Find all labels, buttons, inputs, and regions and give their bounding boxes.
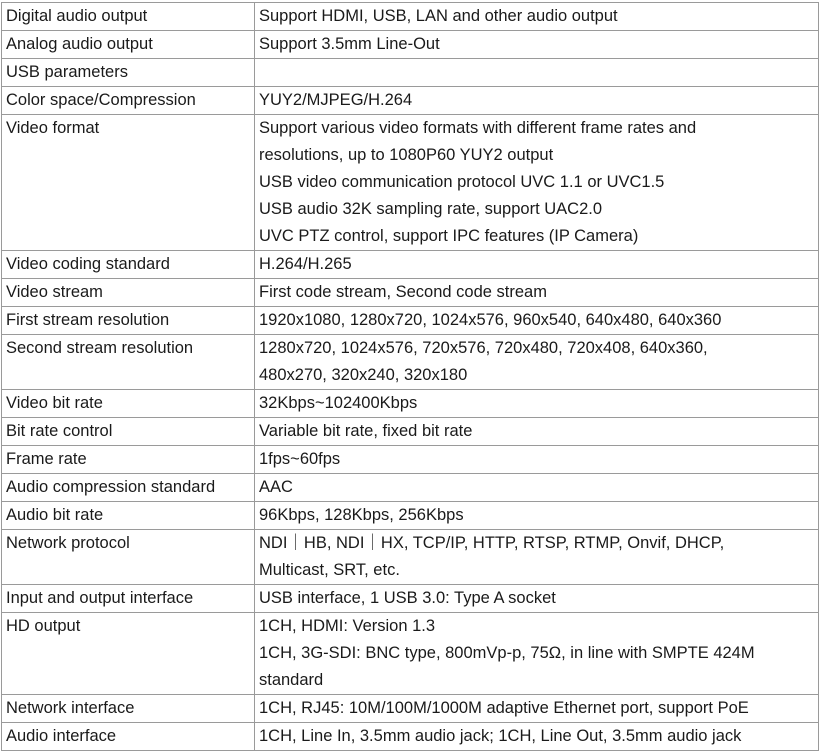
value-cell xyxy=(255,31,819,59)
spec-table-body xyxy=(2,3,819,751)
param-cell: HD output xyxy=(2,613,255,695)
value-line: Support 3.5mm Line-Out xyxy=(259,35,440,53)
param-cell: USB parameters xyxy=(2,59,255,87)
value-line: 1CH, RJ45: 10M/100M/1000M adaptive Ethernet port, support PoE xyxy=(259,699,749,717)
value-line: USB interface, 1 USB 3.0: Type A socket xyxy=(259,589,556,607)
value-cell xyxy=(255,723,819,751)
table-row xyxy=(2,474,819,502)
value-cell xyxy=(255,335,819,390)
param-cell: Network protocol xyxy=(2,530,255,585)
param-cell: Bit rate control xyxy=(2,418,255,446)
table-row xyxy=(2,307,819,335)
value-line: 480x270, 320x240, 320x180 xyxy=(259,366,468,384)
table-row xyxy=(2,251,819,279)
param-cell: Color space/Compression xyxy=(2,87,255,115)
value-line: 1CH, HDMI: Version 1.3 xyxy=(259,617,436,635)
value-cell xyxy=(255,530,819,585)
table-row xyxy=(2,418,819,446)
value-line: UVC PTZ control, support IPC features (IP Camera) xyxy=(259,227,639,245)
value-line: First code stream, Second code stream xyxy=(259,283,547,301)
value-cell xyxy=(255,502,819,530)
value-line: 1920x1080, 1280x720, 1024x576, 960x540, 640x480, 640x360 xyxy=(259,311,722,329)
table-row xyxy=(2,279,819,307)
value-line: H.264/H.265 xyxy=(259,255,352,273)
value-cell xyxy=(255,390,819,418)
value-cell xyxy=(255,59,819,87)
param-cell: Video coding standard xyxy=(2,251,255,279)
value-cell xyxy=(255,307,819,335)
value-cell xyxy=(255,251,819,279)
value-line: USB video communication protocol UVC 1.1 or UVC1.5 xyxy=(259,173,665,191)
value-line: YUY2/MJPEG/H.264 xyxy=(259,91,413,109)
value-line: standard xyxy=(259,671,324,689)
value-cell xyxy=(255,115,819,251)
table-row xyxy=(2,723,819,751)
param-cell: Digital audio output xyxy=(2,3,255,31)
param-cell: Video bit rate xyxy=(2,390,255,418)
param-cell: Analog audio output xyxy=(2,31,255,59)
value-cell xyxy=(255,87,819,115)
value-line: Variable bit rate, fixed bit rate xyxy=(259,422,473,440)
param-cell: Audio interface xyxy=(2,723,255,751)
value-line: AAC xyxy=(259,478,293,496)
param-cell: Second stream resolution xyxy=(2,335,255,390)
value-line: 1fps~60fps xyxy=(259,450,341,468)
param-cell: First stream resolution xyxy=(2,307,255,335)
param-cell: Frame rate xyxy=(2,446,255,474)
param-cell: Audio compression standard xyxy=(2,474,255,502)
table-row xyxy=(2,502,819,530)
table-row xyxy=(2,613,819,695)
table-row xyxy=(2,3,819,31)
value-line: Multicast, SRT, etc. xyxy=(259,561,400,579)
value-line: 1CH, 3G-SDI: BNC type, 800mVp-p, 75Ω, in line with SMPTE 424M xyxy=(259,644,755,662)
value-line: USB audio 32K sampling rate, support UAC2.0 xyxy=(259,200,603,218)
value-line: 1280x720, 1024x576, 720x576, 720x480, 720x408, 640x360, xyxy=(259,339,708,357)
param-cell: Audio bit rate xyxy=(2,502,255,530)
value-cell xyxy=(255,585,819,613)
value-line: resolutions, up to 1080P60 YUY2 output xyxy=(259,146,554,164)
value-line: 96Kbps, 128Kbps, 256Kbps xyxy=(259,506,464,524)
value-line: 1CH, Line In, 3.5mm audio jack; 1CH, Line Out, 3.5mm audio jack xyxy=(259,727,742,745)
value-cell xyxy=(255,446,819,474)
table-row xyxy=(2,585,819,613)
value-cell xyxy=(255,695,819,723)
table-row xyxy=(2,59,819,87)
value-line: Support HDMI, USB, LAN and other audio output xyxy=(259,7,618,25)
spec-table xyxy=(1,2,819,751)
value-cell xyxy=(255,3,819,31)
table-row xyxy=(2,335,819,390)
value-cell xyxy=(255,279,819,307)
table-row xyxy=(2,31,819,59)
value-line: 32Kbps~102400Kbps xyxy=(259,394,418,412)
value-cell xyxy=(255,418,819,446)
value-line: Support various video formats with different frame rates and xyxy=(259,119,697,137)
param-cell: Network interface xyxy=(2,695,255,723)
param-cell: Video format xyxy=(2,115,255,251)
value-line: NDI｜HB, NDI｜HX, TCP/IP, HTTP, RTSP, RTMP, Onvif, DHCP, xyxy=(259,534,725,552)
table-row xyxy=(2,446,819,474)
table-row xyxy=(2,87,819,115)
param-cell: Input and output interface xyxy=(2,585,255,613)
table-row xyxy=(2,390,819,418)
value-cell xyxy=(255,613,819,695)
table-row xyxy=(2,530,819,585)
param-cell: Video stream xyxy=(2,279,255,307)
table-row xyxy=(2,695,819,723)
value-cell xyxy=(255,474,819,502)
table-row xyxy=(2,115,819,251)
